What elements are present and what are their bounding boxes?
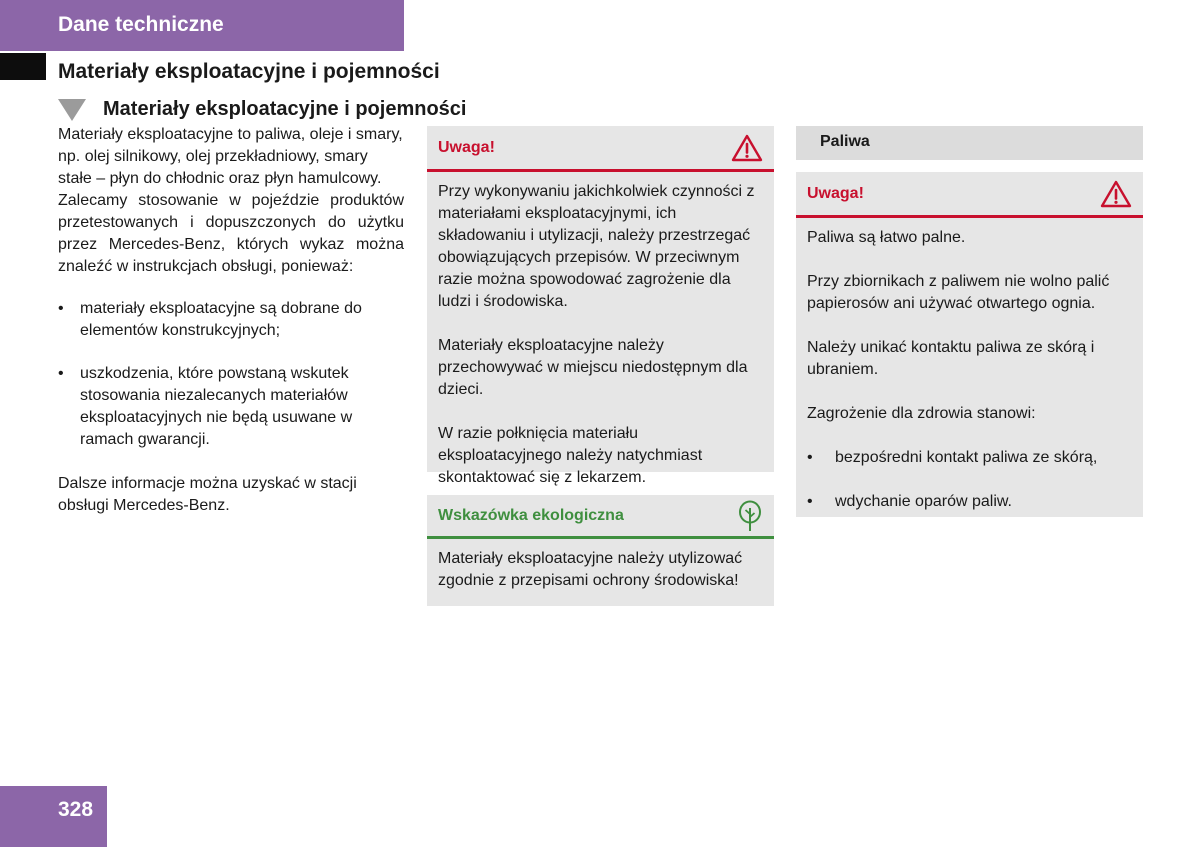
page-number: 328 bbox=[0, 786, 107, 847]
closing-paragraph: Dalsze informacje można uzyskać w stacji obsługi Mercedes-Benz. bbox=[58, 475, 357, 514]
intro-paragraph: Materiały eksploatacyjne to paliwa, oleje i smary, np. olej silnikowy, olej przekładniowy, smary stałe – płyn do chłodnic oraz płyn hamulcowy. bbox=[58, 126, 403, 187]
warning-triangle-icon bbox=[731, 134, 763, 162]
eco-title: Wskazówka ekologiczna bbox=[438, 506, 624, 524]
eco-box-header bbox=[427, 495, 774, 539]
warning-box-body bbox=[427, 172, 774, 499]
warning-paragraph: Należy unikać kontaktu paliwa ze skórą i ubraniem. bbox=[807, 339, 1095, 378]
list-item: • wdychanie oparów paliw. bbox=[807, 491, 1132, 513]
sub-heading bbox=[58, 98, 466, 121]
fuel-warning-box bbox=[796, 172, 1143, 517]
section-title: Materiały eksploatacyjne i pojemności bbox=[58, 60, 440, 83]
tree-icon bbox=[737, 500, 763, 532]
fuel-warning-body bbox=[796, 218, 1143, 523]
eco-box-body bbox=[427, 539, 774, 602]
warning-triangle-icon bbox=[1100, 180, 1132, 208]
warning-paragraph: Paliwa są łatwo palne. bbox=[807, 229, 966, 246]
section-marker bbox=[0, 53, 46, 80]
list-item: • materiały eksploatacyjne są dobrane do elementów konstrukcyjnych; bbox=[58, 298, 404, 342]
warning-paragraph: Zagrożenie dla zdrowia stanowi: bbox=[807, 405, 1036, 422]
intro-paragraph: Zalecamy stosowanie w pojeździe produktów przetestowanych i dopuszczonych do użytku przez Mercedes-Benz, których wykaz można znaleźć w instrukcjach obsługi, ponieważ: bbox=[58, 192, 404, 275]
eco-text: Materiały eksploatacyjne należy utylizować zgodnie z przepisami ochrony środowiska! bbox=[438, 550, 743, 589]
warning-box bbox=[427, 126, 774, 486]
sub-heading-text: Materiały eksploatacyjne i pojemności bbox=[103, 98, 467, 120]
list-item: • bezpośredni kontakt paliwa ze skórą, bbox=[807, 447, 1132, 469]
warning-paragraph: Przy zbiornikach z paliwem nie wolno palić papierosów ani używać otwartego ognia. bbox=[807, 273, 1110, 312]
warning-box-header bbox=[796, 172, 1143, 218]
health-risk-list bbox=[807, 447, 1132, 513]
fuel-section-header: Paliwa bbox=[796, 126, 1143, 160]
chapter-tab: Dane techniczne bbox=[0, 0, 404, 51]
left-column bbox=[58, 124, 404, 517]
list-item: • uszkodzenia, które powstaną wskutek stosowania niezalecanych materiałów eksploatacyjnych nie będą usuwane w ramach gwarancji. bbox=[58, 363, 404, 451]
warning-title: Uwaga! bbox=[807, 184, 864, 202]
warning-box-header bbox=[427, 126, 774, 172]
warning-paragraph: Materiały eksploatacyjne należy przechowywać w miejscu niedostępnym dla dzieci. bbox=[438, 337, 748, 398]
warning-paragraph: W razie połknięcia materiału eksploatacyjnego należy natychmiast skontaktować się z lekarzem. bbox=[438, 425, 703, 486]
triangle-down-icon bbox=[58, 99, 86, 121]
reasons-list bbox=[58, 298, 404, 451]
warning-title: Uwaga! bbox=[438, 138, 495, 156]
warning-paragraph: Przy wykonywaniu jakichkolwiek czynności z materiałami eksploatacyjnymi, ich składowaniu i utylizacji, należy przestrzegać obowiązujących przepisów. W przeciwnym razie można spowodować zagrożenie dla ludzi i środowiska. bbox=[438, 183, 755, 310]
eco-box bbox=[427, 495, 774, 606]
